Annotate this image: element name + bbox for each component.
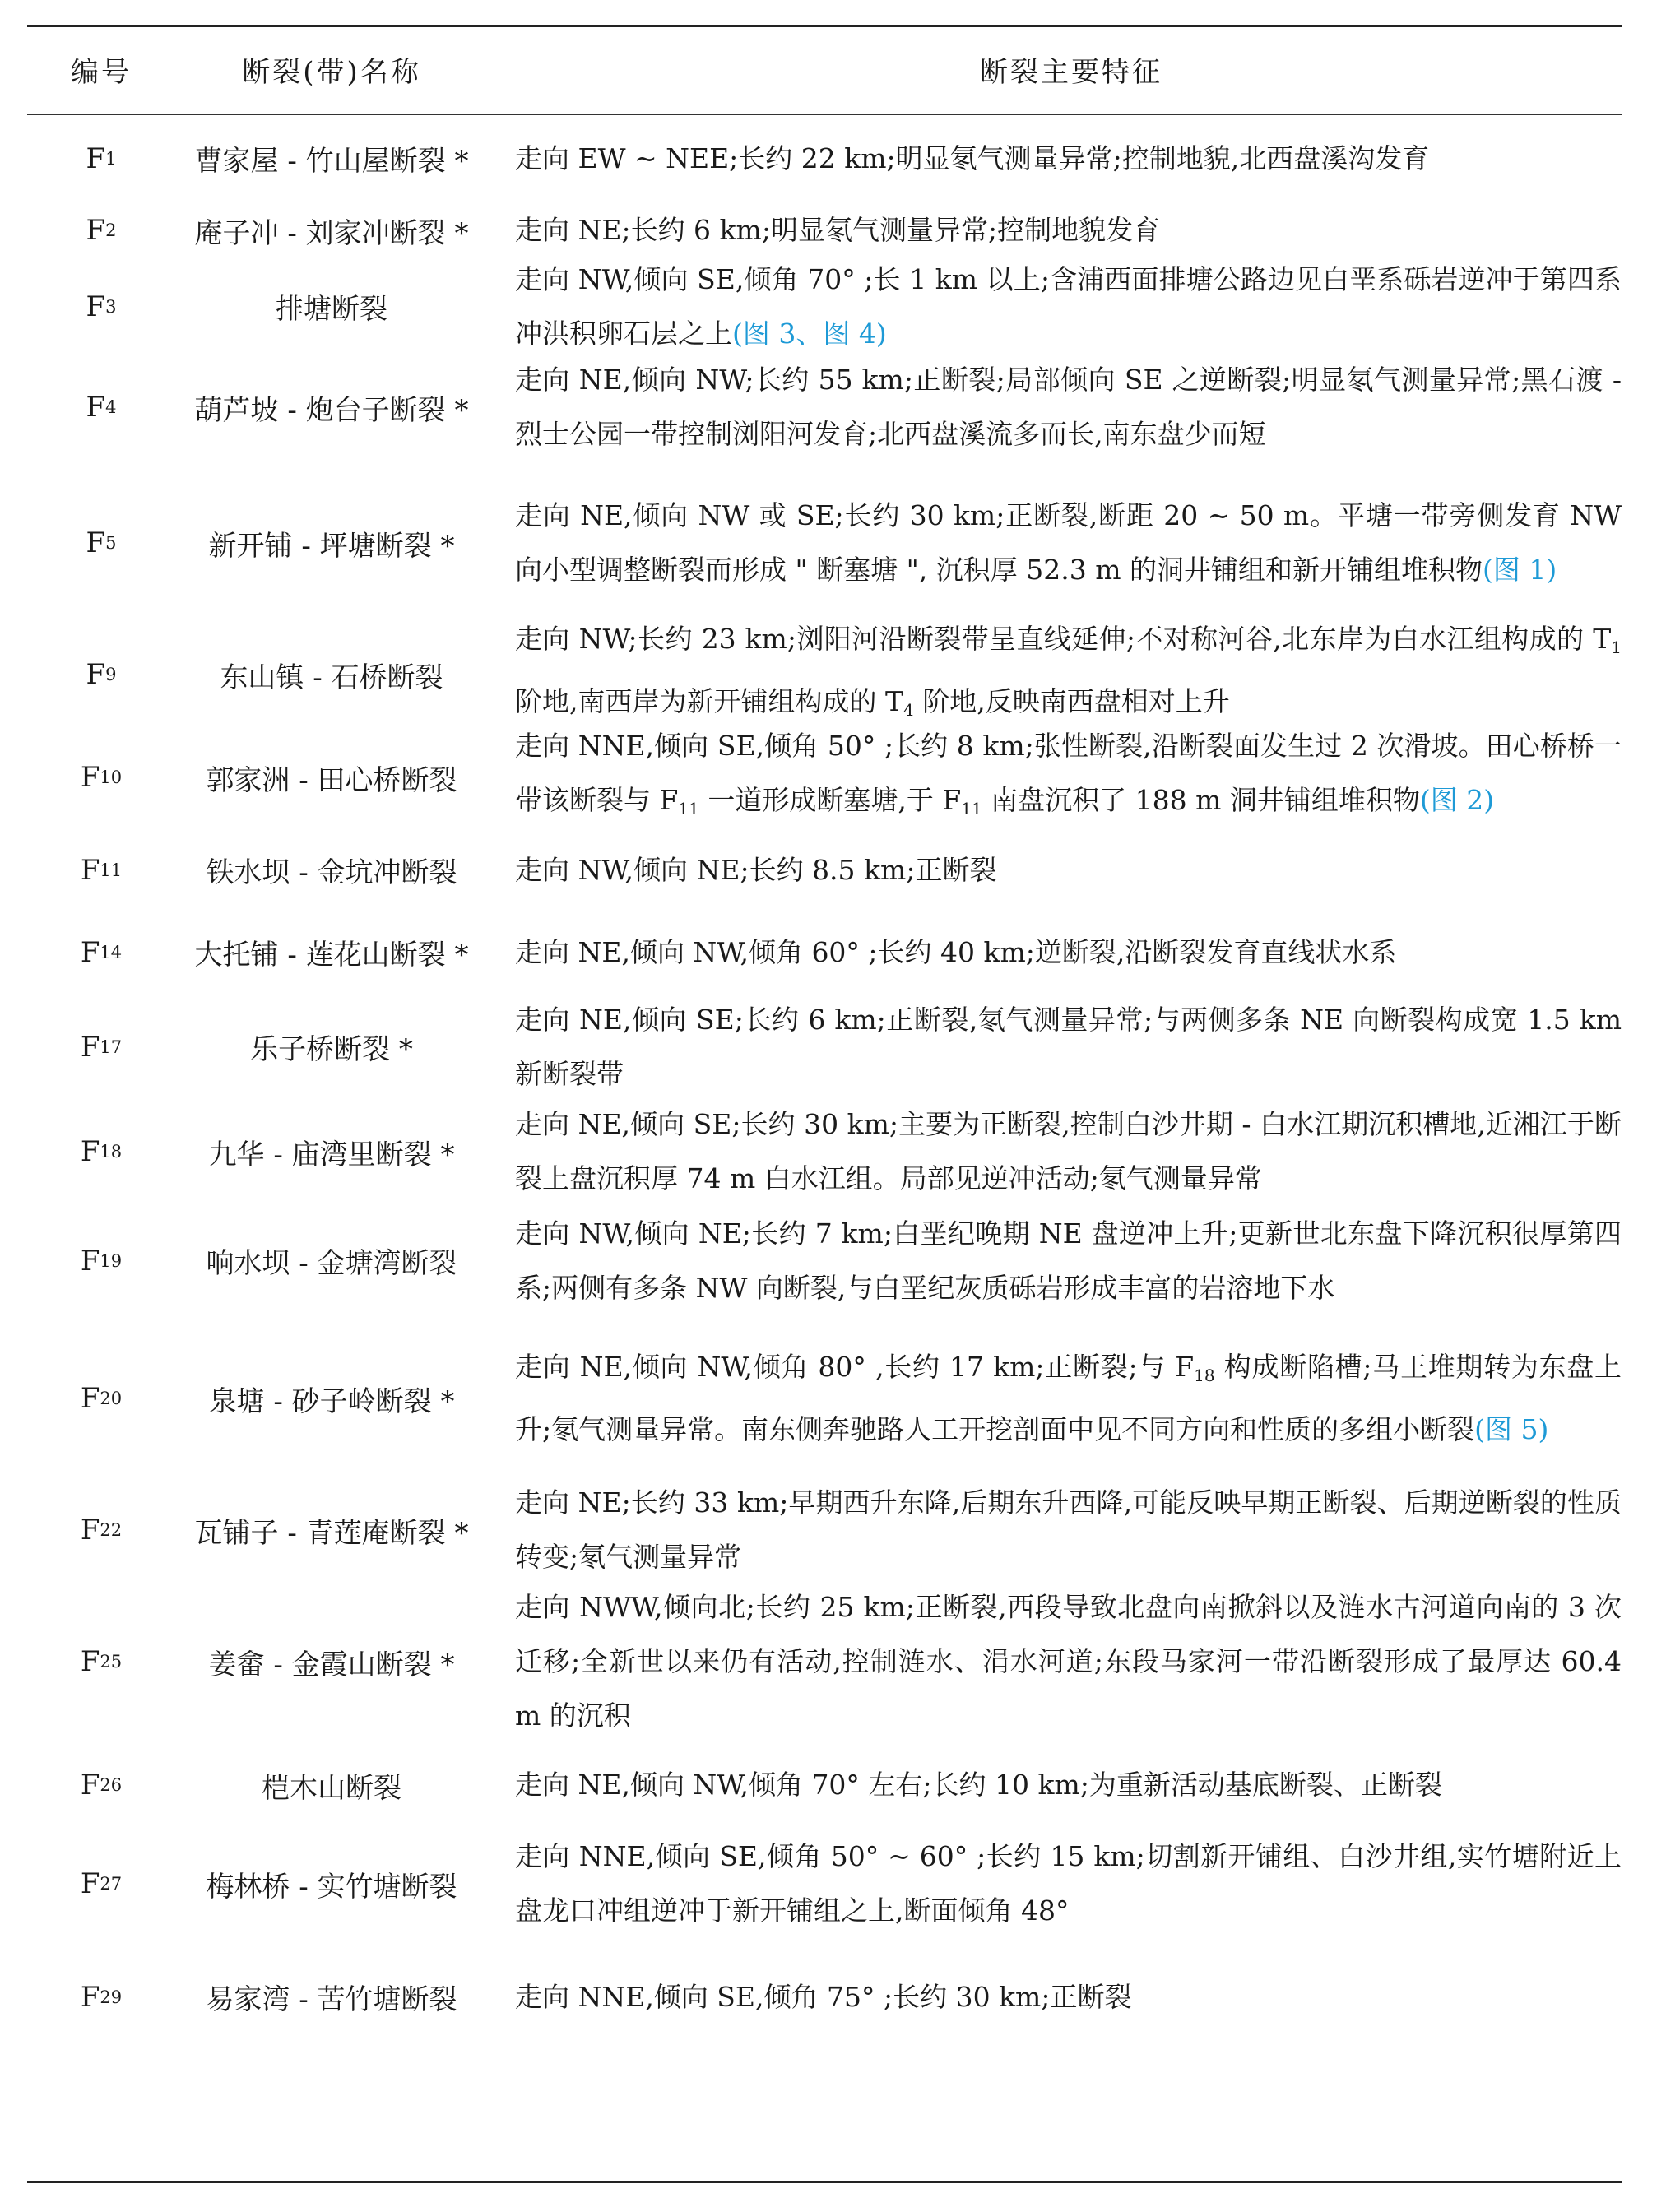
fault-name: 易家湾 - 苦竹塘断裂	[206, 1983, 457, 2016]
fault-name: 排塘断裂	[276, 293, 387, 326]
fault-name: 九华 - 庙湾里断裂 *	[208, 1138, 455, 1171]
fault-code-number: 25	[100, 1652, 123, 1672]
fault-name: 铁水坝 - 金坑冲断裂	[206, 856, 457, 889]
table-top-rule	[27, 25, 1622, 27]
feature-text: 阶地,反映南西盘相对上升	[913, 685, 1230, 717]
fault-code	[52, 1316, 151, 1481]
table-row	[27, 1744, 1622, 1826]
fault-features	[515, 259, 1622, 354]
fault-code-number: 2	[105, 220, 117, 240]
fault-features	[515, 1579, 1622, 1744]
fault-code-number: 4	[105, 397, 117, 417]
fault-code-letter: F	[80, 1030, 100, 1064]
fault-features	[515, 724, 1622, 831]
fault-code-letter: F	[80, 1645, 100, 1678]
fault-code-letter: F	[80, 853, 100, 887]
fault-code	[52, 259, 151, 354]
table-row	[27, 909, 1622, 995]
fault-code-letter: F	[86, 214, 106, 247]
fault-code	[52, 461, 151, 625]
fault-name: 新开铺 - 坪塘断裂 *	[208, 529, 455, 563]
fault-code	[52, 1098, 151, 1205]
table-row	[27, 995, 1622, 1098]
feature-text: 走向 NWW,倾向北;长约 25 km;正断裂,西段导致北盘向南掀斜以及涟水古河道向南的 3 次迁移;全新世以来仍有活动,控制涟水、涓水河道;东段马家河一带沿断裂形成了最厚达 60.4 m 的沉积	[515, 1591, 1622, 1732]
fault-name: 庵子冲 - 刘家冲断裂 *	[194, 216, 469, 250]
fault-code-number: 26	[100, 1775, 123, 1795]
feature-text: 走向 NNE,倾向 SE,倾角 50° ;长约 8 km;张性断裂,沿断裂面发生过 2 次滑坡。田心桥桥一带该断裂与 F	[515, 730, 1622, 816]
feature-text: 走向 NW,倾向 NE;长约 8.5 km;正断裂	[515, 853, 997, 886]
fault-code	[52, 1826, 151, 1941]
fault-code	[52, 1579, 151, 1744]
subscript: 1	[1611, 638, 1622, 657]
fault-code	[52, 995, 151, 1098]
fault-name: 姜畲 - 金霞山断裂 *	[208, 1648, 455, 1681]
fault-code	[52, 831, 151, 909]
fault-code-letter: F	[86, 391, 106, 424]
fault-code-letter: F	[86, 141, 106, 175]
fault-code-number: 22	[100, 1520, 123, 1540]
figure-reference: (图 2)	[1419, 784, 1495, 816]
header-features: 断裂主要特征	[980, 56, 1162, 89]
fault-code-letter: F	[80, 1135, 100, 1168]
fault-code-letter: F	[80, 935, 100, 969]
fault-code	[52, 1941, 151, 2052]
header-code: 编号	[71, 56, 132, 89]
feature-text: 构成断陷槽;马王堆期转为东盘上升;氡气测量异常。南东侧奔驰路人工开挖剖面中见不同方向和性质的多组小断裂	[515, 1351, 1622, 1445]
fault-name: 梅林桥 - 实竹塘断裂	[206, 1870, 457, 1904]
feature-text: 南盘沉积了 188 m 洞井铺组堆积物	[982, 784, 1420, 816]
feature-text: 走向 NE,倾向 NW 或 SE;长约 30 km;正断裂,断距 20 ~ 50 m。平塘一带旁侧发育 NW 向小型调整断裂而形成 " 断塞塘 ", 沉积厚 52.3 m 的洞井铺组和新开铺组堆积物	[515, 499, 1622, 586]
figure-reference: (图 3、图 4)	[732, 317, 887, 350]
figure-reference: (图 1)	[1483, 554, 1557, 586]
fault-name: 东山镇 - 石桥断裂	[220, 661, 443, 694]
fault-features	[515, 1481, 1622, 1579]
table-row	[27, 1481, 1622, 1579]
feature-text: 走向 NE,倾向 NW,倾角 80° ,长约 17 km;正断裂;与 F	[515, 1351, 1195, 1383]
feature-text: 走向 NW,倾向 NE;长约 7 km;白垩纪晚期 NE 盘逆冲上升;更新世北东盘下降沉积很厚第四系;两侧有多条 NW 向断裂,与白垩纪灰质砾岩形成丰富的岩溶地下水	[515, 1217, 1622, 1304]
fault-code-number: 18	[100, 1142, 123, 1162]
fault-code-number: 17	[100, 1036, 123, 1057]
feature-text: 走向 NE;长约 6 km;明显氡气测量异常;控制地貌发育	[515, 214, 1161, 246]
fault-code	[52, 202, 151, 259]
feature-text: 一道形成断塞塘,于 F	[698, 784, 962, 816]
table-row	[27, 1098, 1622, 1205]
feature-text: 走向 NE;长约 33 km;早期西升东降,后期东升西降,可能反映早期正断裂、后期逆断裂的性质转变;氡气测量异常	[515, 1486, 1622, 1573]
fault-features	[515, 1098, 1622, 1205]
feature-text: 走向 NE,倾向 NW,倾角 60° ;长约 40 km;逆断裂,沿断裂发育直线状水系	[515, 935, 1397, 968]
table-row	[27, 1826, 1622, 1941]
fault-code-letter: F	[86, 290, 106, 323]
subscript: 11	[678, 799, 699, 818]
fault-code-number: 3	[105, 296, 117, 317]
table-row	[27, 259, 1622, 354]
subscript: 4	[903, 700, 914, 720]
fault-features	[515, 1316, 1622, 1481]
fault-features	[515, 1941, 1622, 2052]
table-row	[27, 1941, 1622, 2052]
subscript: 11	[961, 799, 982, 818]
table-bottom-rule	[27, 2181, 1622, 2183]
fault-code-letter: F	[80, 1769, 100, 1802]
feature-text: 走向 NW,倾向 SE,倾角 70° ;长 1 km 以上;含浦西面排塘公路边见白垩系砾岩逆冲于第四系冲洪积卵石层之上	[515, 262, 1622, 350]
fault-name: 瓦铺子 - 青莲庵断裂 *	[194, 1516, 469, 1550]
fault-code-letter: F	[80, 761, 100, 794]
fault-code-letter: F	[80, 1382, 100, 1415]
figure-reference: (图 5)	[1474, 1413, 1549, 1445]
table-row	[27, 202, 1622, 259]
fault-code-letter: F	[80, 1867, 100, 1900]
fault-features	[515, 625, 1622, 724]
feature-text: 走向 NNE,倾向 SE,倾角 50° ~ 60° ;长约 15 km;切割新开铺组、白沙井组,实竹塘附近上盘龙口冲组逆冲于新开铺组之上,断面倾角 48°	[515, 1840, 1622, 1927]
fault-code-number: 11	[100, 860, 123, 880]
fault-code-number: 10	[100, 767, 123, 787]
table-row	[27, 461, 1622, 625]
fault-name: 大托铺 - 莲花山断裂 *	[194, 939, 469, 972]
fault-features	[515, 461, 1622, 625]
fault-code-number: 29	[100, 1987, 123, 2007]
header-name: 断裂(带)名称	[242, 56, 421, 89]
fault-code	[52, 909, 151, 995]
fault-code-number: 27	[100, 1874, 123, 1894]
fault-features	[515, 1826, 1622, 1941]
fault-code-letter: F	[80, 1244, 100, 1278]
table-row	[27, 1579, 1622, 1744]
fault-code	[52, 1744, 151, 1826]
feature-text: 走向 NE,倾向 NW,倾角 70° 左右;长约 10 km;为重新活动基底断裂、正断裂	[515, 1769, 1442, 1801]
fault-name: 曹家屋 - 竹山屋断裂 *	[194, 145, 469, 178]
fault-code	[52, 1481, 151, 1579]
fault-code	[52, 115, 151, 202]
fault-name: 乐子桥断裂 *	[250, 1033, 413, 1066]
fault-name: 郭家洲 - 田心桥断裂	[206, 763, 457, 797]
table-row	[27, 354, 1622, 461]
fault-features	[515, 202, 1622, 259]
feature-text: 走向 EW ~ NEE;长约 22 km;明显氡气测量异常;控制地貌,北西盘溪沟发育	[515, 141, 1430, 174]
table-row	[27, 1316, 1622, 1481]
subscript: 18	[1194, 1366, 1215, 1385]
fault-code	[52, 724, 151, 831]
fault-features	[515, 995, 1622, 1098]
fault-code-letter: F	[86, 658, 106, 691]
fault-code-letter: F	[80, 1980, 100, 2014]
fault-code	[52, 354, 151, 461]
feature-text: 走向 NE,倾向 SE;长约 6 km;正断裂,氡气测量异常;与两侧多条 NE 向断裂构成宽 1.5 km 新断裂带	[515, 1003, 1622, 1090]
feature-text: 走向 NE,倾向 NW;长约 55 km;正断裂;局部倾向 SE 之逆断裂;明显氡气测量异常;黑石渡 - 烈士公园一带控制浏阳河发育;北西盘溪流多而长,南东盘少而短	[515, 364, 1622, 450]
feature-text: 走向 NW;长约 23 km;浏阳河沿断裂带呈直线延伸;不对称河谷,北东岸为白水江组构成的 T	[515, 623, 1612, 655]
feature-text: 走向 NE,倾向 SE;长约 30 km;主要为正断裂,控制白沙井期 - 白水江期沉积槽地,近湘江于断裂上盘沉积厚 74 m 白水江组。局部见逆冲活动;氡气测量异常	[515, 1108, 1622, 1194]
fault-features	[515, 115, 1622, 202]
fault-code-number: 1	[105, 148, 117, 169]
table-row	[27, 724, 1622, 831]
table-row	[27, 625, 1622, 724]
fault-features	[515, 909, 1622, 995]
table-row	[27, 115, 1622, 202]
fault-features	[515, 831, 1622, 909]
fault-code-letter: F	[86, 526, 106, 559]
fault-name: 桤木山断裂	[262, 1771, 401, 1805]
table-row	[27, 1205, 1622, 1316]
fault-code-number: 5	[105, 533, 117, 553]
feature-text: 阶地,南西岸为新开铺组构成的 T	[515, 685, 903, 717]
fault-code-number: 14	[100, 942, 123, 962]
fault-code-letter: F	[80, 1514, 100, 1547]
fault-code-number: 20	[100, 1389, 123, 1408]
feature-text: 走向 NNE,倾向 SE,倾角 75° ;长约 30 km;正断裂	[515, 1980, 1132, 2013]
fault-name: 响水坝 - 金塘湾断裂	[206, 1247, 457, 1280]
table-row	[27, 831, 1622, 909]
fault-code	[52, 625, 151, 724]
fault-features	[515, 1744, 1622, 1826]
fault-features	[515, 354, 1622, 461]
fault-code	[52, 1205, 151, 1316]
fault-code-number: 9	[105, 665, 117, 684]
fault-features	[515, 1205, 1622, 1316]
fault-code-number: 19	[100, 1250, 123, 1271]
fault-name: 泉塘 - 砂子岭断裂 *	[208, 1384, 455, 1418]
fault-name: 葫芦坡 - 炮台子断裂 *	[194, 393, 469, 427]
